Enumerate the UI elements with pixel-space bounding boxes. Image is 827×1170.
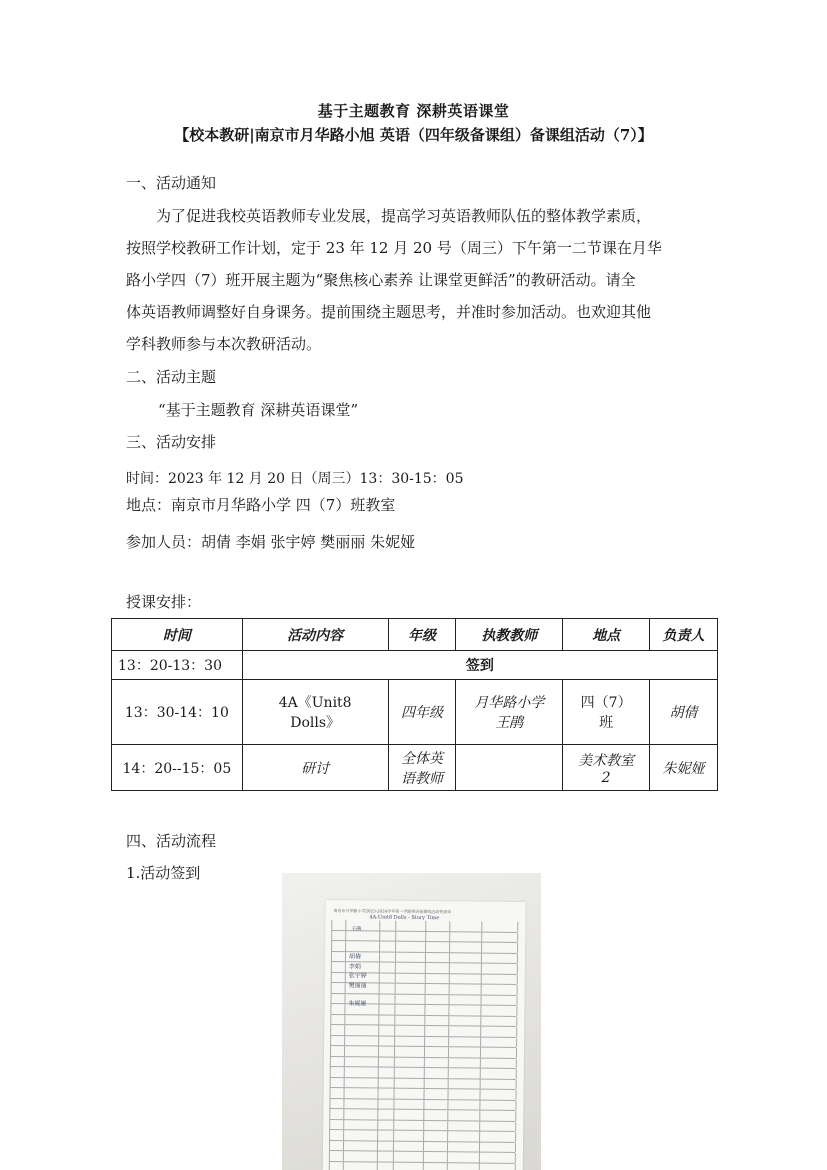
- sheet-col-line: [517, 964, 518, 974]
- sheet-col-line: [481, 964, 482, 974]
- table-header-row: [112, 619, 718, 651]
- sheet-col-line: [395, 931, 396, 941]
- teacher-line: 王鹃: [495, 715, 524, 731]
- sheet-col-line: [425, 932, 426, 942]
- sheet-col-line: [330, 1004, 331, 1014]
- sheet-col-line: [378, 1078, 379, 1088]
- sheet-topic: 4A-Unit8 Dolls - Story Time: [369, 914, 440, 922]
- doc-subtitle: 【校本教研|南京市月华路小旭 英语（四年级备课组）备课组活动（7）】: [174, 126, 653, 144]
- sheet-col-line: [344, 1004, 345, 1014]
- sheet-col-line: [423, 1162, 424, 1170]
- sheet-col-line: [345, 952, 346, 962]
- sheet-col-line: [395, 963, 396, 973]
- cell-time: 14：20--15：05: [112, 745, 243, 791]
- sheet-col-line: [379, 952, 380, 962]
- sheet-col-line: [479, 1142, 480, 1152]
- sheet-col-line: [423, 1141, 424, 1151]
- sheet-col-line: [345, 931, 346, 941]
- sheet-col-line: [394, 1036, 395, 1046]
- activity-place: 地点：南京市月华路小学 四（7）班教室: [126, 496, 396, 514]
- sheet-col-line: [447, 1131, 448, 1141]
- sheet-col-line: [393, 1141, 394, 1151]
- sheet-col-line: [481, 943, 482, 953]
- sheet-col-line: [330, 1025, 331, 1035]
- sheet-col-line: [379, 984, 380, 994]
- sheet-col-line: [329, 1141, 330, 1151]
- sheet-col-line: [447, 1110, 448, 1120]
- sheet-col-line: [344, 1046, 345, 1056]
- cell-place: [563, 745, 650, 791]
- sheet-col-line: [480, 1079, 481, 1089]
- sheet-col-line: [330, 994, 331, 1004]
- sheet-col-line: [515, 1100, 516, 1110]
- sheet-col-line: [329, 1120, 330, 1130]
- section3-heading: 三、活动安排: [126, 433, 217, 451]
- signature: 胡倩: [348, 953, 362, 961]
- sheet-col-line: [378, 994, 379, 1004]
- sheet-col-line: [395, 952, 396, 962]
- sheet-col-line: [448, 995, 449, 1005]
- table-row: [112, 745, 718, 791]
- content-line: Dolls》: [290, 715, 341, 731]
- sheet-col-line: [423, 1152, 424, 1162]
- sheet-col-line: [480, 1027, 481, 1037]
- content-line: 4A《Unit8: [278, 695, 352, 711]
- sheet-col-line: [449, 984, 450, 994]
- section1-heading: 一、活动通知: [126, 174, 217, 192]
- sheet-col-line: [449, 953, 450, 963]
- sheet-col-line: [329, 1151, 330, 1161]
- sheet-col-line: [424, 1068, 425, 1078]
- sheet-col-line: [481, 985, 482, 995]
- sheet-col-line: [447, 1152, 448, 1162]
- sheet-col-line: [379, 942, 380, 952]
- sheet-col-line: [479, 1153, 480, 1163]
- sheet-col-line: [516, 1079, 517, 1089]
- sheet-col-line: [393, 1099, 394, 1109]
- sheet-col-line: [343, 1109, 344, 1119]
- sheet-col-line: [448, 1005, 449, 1015]
- sheet-col-line: [329, 1099, 330, 1109]
- sheet-col-line: [480, 995, 481, 1005]
- cell-teacher: [456, 680, 563, 745]
- cell-owner: 朱妮娅: [650, 745, 718, 791]
- sheet-col-line: [345, 941, 346, 951]
- sheet-col-line: [424, 1026, 425, 1036]
- sheet-col-line: [480, 1016, 481, 1026]
- sheet-col-line: [424, 1057, 425, 1067]
- sheet-col-line: [377, 1162, 378, 1170]
- sheet-col-line: [393, 1162, 394, 1170]
- sheet-col-line: [424, 1047, 425, 1057]
- sheet-col-line: [378, 1089, 379, 1099]
- sheet-col-line: [424, 1089, 425, 1099]
- cell-signin: 签到: [242, 651, 717, 680]
- sheet-col-line: [448, 1016, 449, 1026]
- sheet-row: [329, 1162, 515, 1170]
- sheet-col-line: [395, 921, 396, 931]
- sheet-col-line: [448, 1089, 449, 1099]
- sheet-col-line: [331, 983, 332, 993]
- sheet-col-line: [378, 1005, 379, 1015]
- sheet-col-line: [479, 1163, 480, 1170]
- sheet-col-line: [448, 1068, 449, 1078]
- sheet-col-line: [377, 1120, 378, 1130]
- sheet-col-line: [394, 1057, 395, 1067]
- sheet-col-line: [516, 1048, 517, 1058]
- body-line: 为了促进我校英语教师专业发展，提高学习英语教师队伍的整体教学素质，: [156, 207, 652, 225]
- sheet-col-line: [377, 1152, 378, 1162]
- sheet-col-line: [331, 931, 332, 941]
- sheet-col-line: [479, 1121, 480, 1131]
- sheet-col-line: [479, 1100, 480, 1110]
- schedule-table: [111, 618, 718, 791]
- cell-time: 13：20-13：30: [112, 651, 243, 680]
- sheet-col-line: [423, 1131, 424, 1141]
- sheet-col-line: [481, 922, 482, 932]
- table-row: [112, 680, 718, 745]
- sheet-col-line: [393, 1120, 394, 1130]
- sheet-col-line: [516, 1037, 517, 1047]
- section2-heading: 二、活动主题: [126, 368, 217, 386]
- sheet-col-line: [379, 931, 380, 941]
- sheet-col-line: [448, 1047, 449, 1057]
- sheet-col-line: [343, 1130, 344, 1140]
- sheet-col-line: [330, 1046, 331, 1056]
- step1-label: 1.活动签到: [126, 864, 201, 882]
- sheet-col-line: [515, 1121, 516, 1131]
- sheet-col-line: [480, 1069, 481, 1079]
- sheet-col-line: [447, 1121, 448, 1131]
- sheet-col-line: [515, 1111, 516, 1121]
- sheet-col-line: [395, 973, 396, 983]
- sheet-col-line: [517, 974, 518, 984]
- sheet-col-line: [344, 1025, 345, 1035]
- cell-content: 研讨: [242, 745, 388, 791]
- sheet-col-line: [394, 994, 395, 1004]
- sheet-col-line: [449, 942, 450, 952]
- sheet-col-line: [330, 1036, 331, 1046]
- sheet-col-line: [331, 941, 332, 951]
- sheet-col-line: [449, 974, 450, 984]
- sheet-col-line: [377, 1099, 378, 1109]
- doc-title: 基于主题教育 深耕英语课堂: [317, 102, 510, 120]
- sheet-col-line: [343, 1120, 344, 1130]
- cell-content: [242, 680, 388, 745]
- sheet-col-line: [425, 953, 426, 963]
- header-owner: 负责人: [650, 619, 718, 651]
- sheet-col-line: [377, 1110, 378, 1120]
- sheet-col-line: [345, 920, 346, 930]
- sheet-col-line: [516, 1069, 517, 1079]
- sheet-col-line: [516, 1027, 517, 1037]
- sheet-col-line: [447, 1142, 448, 1152]
- teacher-line: 月华路小学: [474, 695, 545, 711]
- grade-line: 全体英: [400, 750, 443, 767]
- sheet-col-line: [331, 952, 332, 962]
- sheet-col-line: [330, 1057, 331, 1067]
- sheet-col-line: [344, 1067, 345, 1077]
- sheet-col-line: [331, 962, 332, 972]
- sheet-col-line: [343, 1141, 344, 1151]
- sheet-col-line: [480, 1058, 481, 1068]
- sheet-col-line: [394, 1089, 395, 1099]
- sheet-col-line: [448, 1058, 449, 1068]
- sheet-col-line: [517, 943, 518, 953]
- section1-body: [126, 200, 706, 360]
- signature: 朱妮娅: [348, 1000, 367, 1008]
- sheet-col-line: [449, 921, 450, 931]
- sheet-col-line: [379, 921, 380, 931]
- sheet-col-line: [424, 1016, 425, 1026]
- sheet-col-line: [393, 1131, 394, 1141]
- grade-line: 语教师: [400, 770, 443, 787]
- sheet-col-line: [481, 932, 482, 942]
- sheet-col-line: [329, 1109, 330, 1119]
- sheet-col-line: [329, 1162, 330, 1170]
- sheet-col-line: [331, 920, 332, 930]
- header-content: 活动内容: [242, 619, 388, 651]
- sheet-col-line: [344, 1036, 345, 1046]
- sheet-col-line: [515, 1153, 516, 1163]
- sheet-col-line: [424, 1078, 425, 1088]
- place-line: 2: [601, 769, 611, 786]
- sheet-col-line: [423, 1099, 424, 1109]
- sheet-col-line: [393, 1110, 394, 1120]
- sheet-col-line: [378, 1026, 379, 1036]
- body-line: 路小学四（7）班开展主题为“聚焦核心素养 让课堂更鲜活”的教研活动。请全: [126, 271, 636, 289]
- header-place: 地点: [563, 619, 650, 651]
- sheet-col-line: [480, 1006, 481, 1016]
- sheet-col-line: [331, 973, 332, 983]
- activity-theme: “基于主题教育 深耕英语课堂”: [158, 401, 359, 419]
- sheet-col-line: [517, 985, 518, 995]
- sheet-col-line: [377, 1141, 378, 1151]
- signin-sheet: [322, 900, 525, 1170]
- sheet-col-line: [423, 1110, 424, 1120]
- sheet-col-line: [447, 1163, 448, 1170]
- sheet-col-line: [395, 984, 396, 994]
- body-line: 体英语教师调整好自身课务。提前围绕主题思考，并准时参加活动。也欢迎其他: [126, 303, 652, 321]
- sheet-col-line: [379, 973, 380, 983]
- sheet-col-line: [424, 995, 425, 1005]
- cell-grade: [388, 745, 456, 791]
- sheet-col-line: [515, 1090, 516, 1100]
- sheet-col-line: [378, 1015, 379, 1025]
- sheet-col-line: [343, 1162, 344, 1170]
- cell-grade: 四年级: [388, 680, 456, 745]
- table-row: [112, 651, 718, 680]
- sheet-col-line: [425, 963, 426, 973]
- sheet-col-line: [394, 1015, 395, 1025]
- sheet-col-line: [515, 1132, 516, 1142]
- sheet-col-line: [516, 1016, 517, 1026]
- sheet-col-line: [393, 1152, 394, 1162]
- sheet-col-line: [345, 973, 346, 983]
- sheet-col-line: [479, 1132, 480, 1142]
- schedule-label: 授课安排：: [126, 593, 202, 611]
- sheet-col-line: [516, 995, 517, 1005]
- cell-owner: 胡倩: [650, 680, 718, 745]
- participants: 参加人员：胡倩 李娟 张宇婷 樊丽丽 朱妮娅: [126, 533, 416, 551]
- header-time: 时间: [112, 619, 243, 651]
- header-teacher: 执教教师: [456, 619, 563, 651]
- sheet-col-line: [344, 1078, 345, 1088]
- signature: 樊丽丽: [348, 981, 367, 989]
- sheet-col-line: [479, 1111, 480, 1121]
- sheet-col-line: [330, 1088, 331, 1098]
- sheet-col-line: [425, 921, 426, 931]
- sheet-col-line: [379, 963, 380, 973]
- sheet-col-line: [480, 1037, 481, 1047]
- sheet-col-line: [516, 1058, 517, 1068]
- place-line: 班: [599, 715, 614, 731]
- sheet-col-line: [481, 953, 482, 963]
- sheet-col-line: [447, 1100, 448, 1110]
- section4-heading: 四、活动流程: [126, 832, 217, 850]
- sheet-col-line: [515, 1163, 516, 1170]
- sheet-col-line: [330, 1015, 331, 1025]
- sheet-col-line: [395, 942, 396, 952]
- signature: 李娟: [348, 962, 361, 970]
- activity-time: 时间：2023 年 12 月 20 日（周三）13：30-15：05: [126, 471, 464, 487]
- signature: 张宇婷: [348, 972, 367, 980]
- sheet-col-line: [425, 984, 426, 994]
- sheet-col-line: [330, 1067, 331, 1077]
- sheet-col-line: [394, 1078, 395, 1088]
- sheet-title: 南京市月华路小学2023-2024学年第一学期英语备课组活动签到单: [333, 908, 452, 915]
- sheet-col-line: [425, 942, 426, 952]
- sheet-col-line: [344, 1015, 345, 1025]
- sheet-col-line: [449, 963, 450, 973]
- sheet-col-line: [344, 994, 345, 1004]
- sheet-col-line: [378, 1068, 379, 1078]
- sheet-col-line: [424, 1005, 425, 1015]
- sheet-col-line: [378, 1057, 379, 1067]
- header-grade: 年级: [388, 619, 456, 651]
- sheet-col-line: [378, 1047, 379, 1057]
- sheet-col-line: [329, 1130, 330, 1140]
- sheet-col-line: [448, 1079, 449, 1089]
- body-line: 学科教师参与本次教研活动。: [126, 335, 322, 353]
- sheet-teacher: 王鹃: [351, 926, 362, 933]
- sheet-col-line: [479, 1090, 480, 1100]
- sheet-col-line: [481, 974, 482, 984]
- sheet-col-line: [394, 1005, 395, 1015]
- cell-time: 13：30-14：10: [112, 680, 243, 745]
- sheet-col-line: [394, 1047, 395, 1057]
- sheet-col-line: [377, 1131, 378, 1141]
- sheet-col-line: [515, 1142, 516, 1152]
- sheet-col-line: [449, 932, 450, 942]
- sheet-col-line: [424, 1037, 425, 1047]
- sheet-col-line: [516, 1006, 517, 1016]
- sheet-col-line: [517, 932, 518, 942]
- signin-sheet-photo: [282, 873, 541, 1170]
- sheet-col-line: [344, 1057, 345, 1067]
- signature-list: [348, 952, 367, 1009]
- sheet-col-line: [343, 1151, 344, 1161]
- cell-teacher: [456, 745, 563, 791]
- sheet-col-line: [480, 1048, 481, 1058]
- cell-place: [563, 680, 650, 745]
- sheet-col-line: [344, 1088, 345, 1098]
- sheet-col-line: [425, 974, 426, 984]
- sheet-col-line: [448, 1026, 449, 1036]
- sheet-col-line: [330, 1078, 331, 1088]
- body-line: 按照学校教研工作计划，定于 23 年 12 月 20 号（周三）下午第一二节课在月华: [126, 239, 662, 257]
- sheet-col-line: [517, 953, 518, 963]
- sheet-col-line: [343, 1099, 344, 1109]
- place-line: 四（7）: [580, 695, 632, 711]
- place-line: 美术教室: [578, 752, 635, 769]
- sheet-col-line: [423, 1120, 424, 1130]
- sheet-col-line: [345, 962, 346, 972]
- sheet-col-line: [345, 983, 346, 993]
- sheet-col-line: [394, 1026, 395, 1036]
- sheet-col-line: [394, 1068, 395, 1078]
- sheet-col-line: [517, 922, 518, 932]
- sheet-col-line: [448, 1037, 449, 1047]
- sheet-col-line: [378, 1036, 379, 1046]
